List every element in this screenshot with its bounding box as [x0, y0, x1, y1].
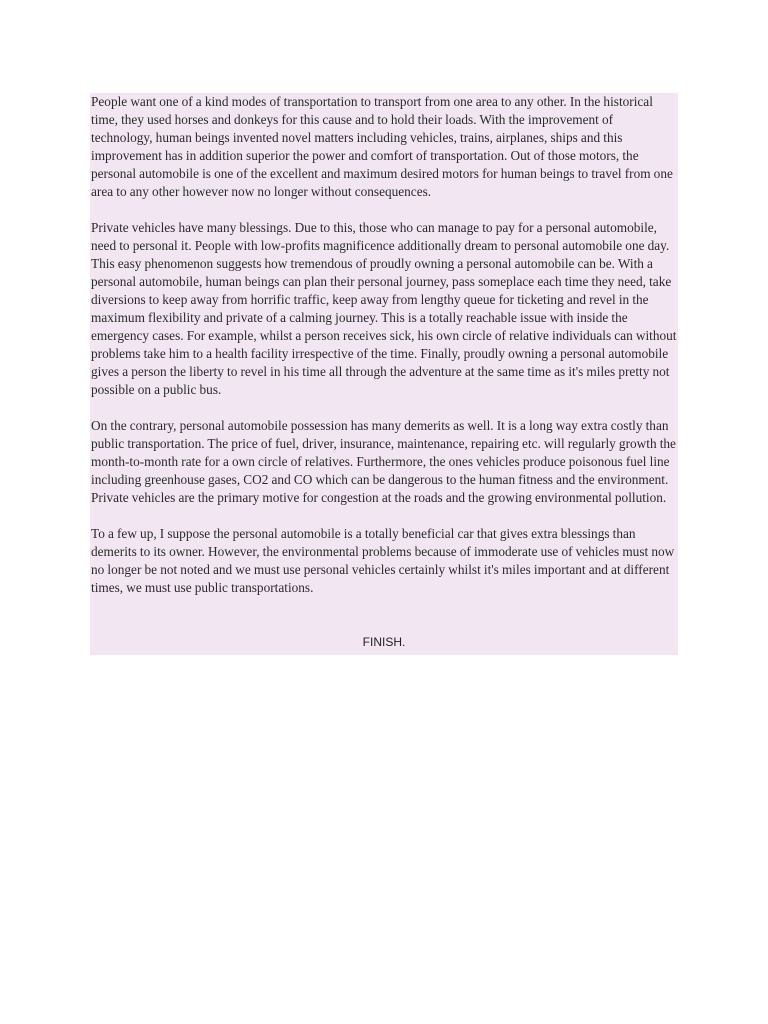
- paragraph-gap: [90, 507, 678, 525]
- paragraph-gap: [90, 399, 678, 417]
- paragraph-introduction: People want one of a kind modes of transportation to transport from one area to any other. In the historical time, they used horses and donkeys for this cause and to hold their loads. With the improvement of technology, human beings invented novel matters including vehicles, trains, airplanes, ships and this improvement has in addition superior the power and comfort of transportation. Out of those motors, the personal automobile is one of the excellent and maximum desired motors for human beings to travel from one area to any other however now no longer without consequences.: [91, 94, 673, 199]
- paragraph-gap: [90, 201, 678, 219]
- paragraph-conclusion: To a few up, I suppose the personal automobile is a totally beneficial car that gives extra blessings than demerits to its owner. However, the environmental problems because of immoderate use of vehicles must now no longer be not noted and we must use personal vehicles certainly whilst it's miles important and at different times, we must use public transportations.: [91, 526, 675, 595]
- paragraph-gap: [90, 597, 678, 615]
- closing-text: FINISH.: [362, 635, 406, 649]
- paragraph-advantages: Private vehicles have many blessings. Due to this, those who can manage to pay for a personal automobile, need to personal it. People with low-profits magnificence additionally dream to personal automobile one day. This easy phenomenon suggests how tremendous of proudly owning a personal automobile can be. With a personal automobile, human beings can plan their personal journey, pass someplace each time they need, take diversions to keep away from horrific traffic, keep away from lengthy queue for ticketing and revel in the maximum flexibility and private of a calming journey. This is a totally reachable issue with inside the emergency cases. For example, whilst a person receives sick, his own circle of relative individuals can without problems take him to a health facility irrespective of the time. Finally, proudly owning a personal automobile gives a person the liberty to revel in his time all through the adventure at the same time as it's miles pretty not possible on a public bus.: [91, 220, 677, 397]
- essay-text-block: [90, 93, 678, 655]
- paragraph-disadvantages: On the contrary, personal automobile possession has many demerits as well. It is a long way extra costly than public transportation. The price of fuel, driver, insurance, maintenance, repairing etc. will regularly growth the month-to-month rate for a own circle of relatives. Furthermore, the ones vehicles produce poisonous fuel line including greenhouse gases, CO2 and CO which can be dangerous to the human fitness and the environment. Private vehicles are the primary motive for congestion at the roads and the growing environmental pollution.: [91, 418, 676, 505]
- paragraph-gap: [90, 615, 678, 633]
